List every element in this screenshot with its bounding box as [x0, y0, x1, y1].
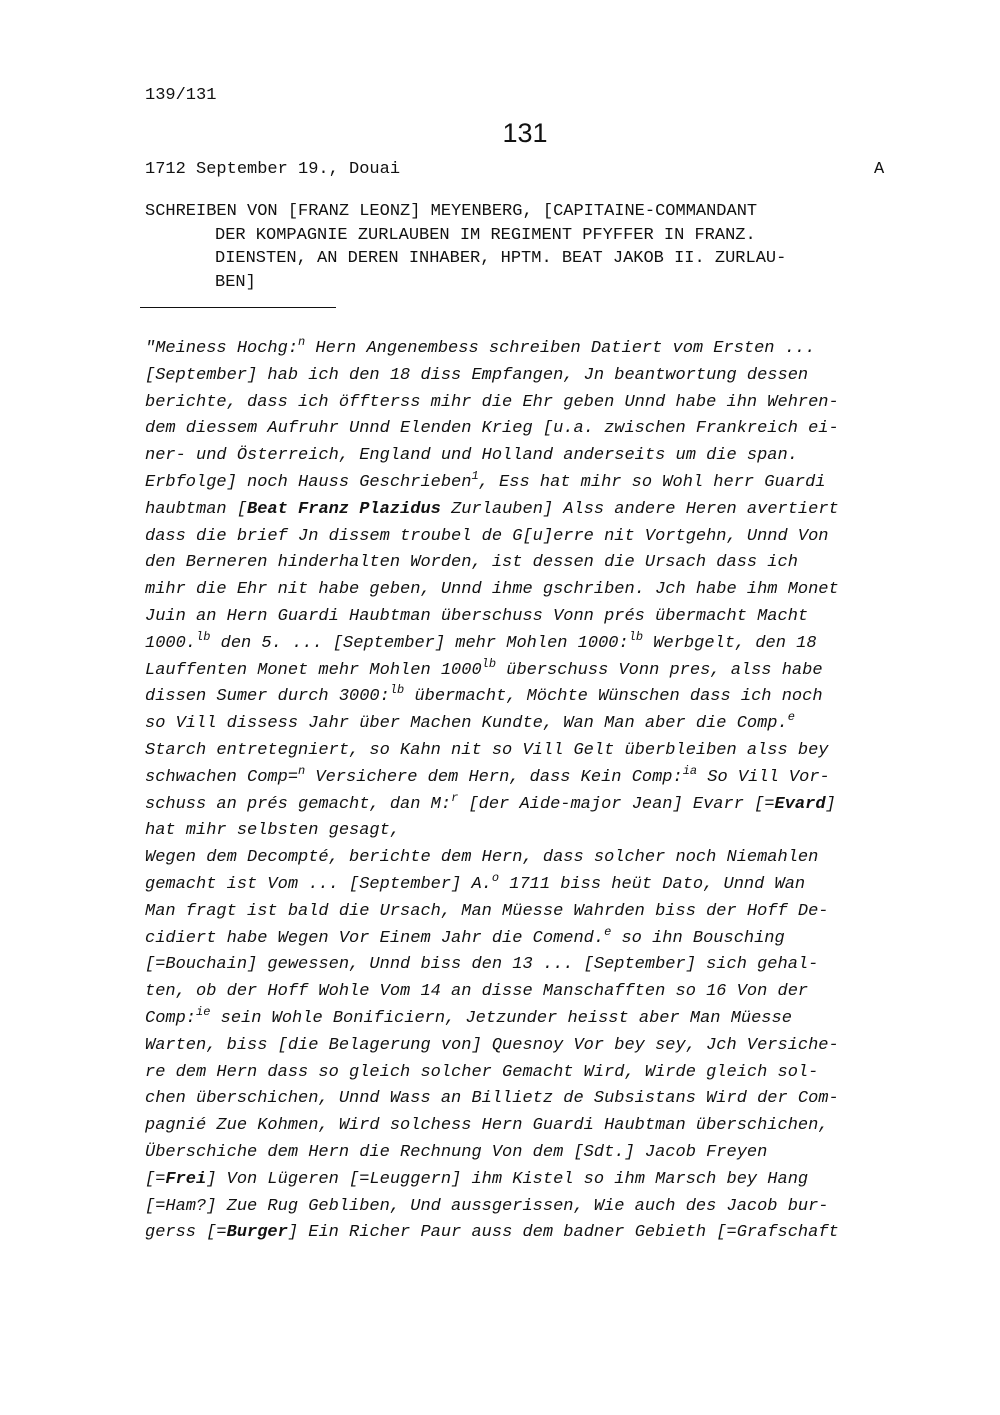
body-line	[145, 363, 915, 390]
document-number: 131	[502, 118, 548, 148]
text-run: chen überschichen, Unnd Wass an Billietz de Subsistans Wird der Com-	[145, 1089, 839, 1109]
superscript: o	[491, 870, 500, 885]
text-run: Zurlauben] Alss andere Heren avertiert	[440, 499, 839, 519]
superscript: lb	[389, 683, 405, 698]
heading-line: BEN]	[215, 272, 256, 292]
text-run: gemacht ist Vom ... [September] A.	[145, 874, 492, 894]
text-run: berichte, dass ich öffterss mihr die Ehr geben Unnd habe ihn Wehren-	[145, 392, 839, 412]
body-line	[145, 818, 915, 845]
bold-name: Frei	[165, 1169, 207, 1189]
body-line	[145, 1006, 915, 1033]
text-run: ner- und Österreich, England und Holland anderseits um die span.	[145, 446, 798, 466]
text-run: Lauffenten Monet mehr Mohlen 1000	[145, 660, 482, 680]
body-line	[145, 631, 915, 658]
bold-name: Beat Franz Plazidus	[247, 499, 441, 519]
body-line	[145, 443, 915, 470]
text-run: Werbgelt, den 18	[643, 633, 817, 653]
body-line	[145, 1113, 915, 1140]
text-run: Überschiche dem Hern die Rechnung Von dem [Sdt.] Jacob Freyen	[145, 1142, 768, 1162]
text-run: so ihn Bousching	[611, 928, 785, 948]
superscript: e	[787, 710, 795, 725]
text-run: Man fragt ist bald die Ursach, Man Müesse Wahrden biss der Hoff De-	[145, 901, 829, 921]
superscript: n	[298, 763, 306, 778]
text-run: haubtman [	[145, 499, 248, 519]
text-run: schwachen Comp=	[145, 767, 299, 787]
text-run: schuss an prés gemacht, dan M:	[145, 794, 452, 814]
body-line	[145, 658, 915, 685]
text-run: dass die brief Jn dissem troubel de G[u]erre nit Vortgehn, Unnd Von	[145, 526, 829, 546]
text-run: sein Wohle Bonificiern, Jetzunder heisst aber Man Müesse	[210, 1008, 792, 1028]
body-line	[145, 497, 915, 524]
heading-line: DER KOMPAGNIE ZURLAUBEN IM REGIMENT PFYFFER IN FRANZ.	[215, 225, 756, 245]
body-line	[145, 416, 915, 443]
superscript: lb	[628, 629, 644, 644]
body-line	[145, 1194, 915, 1221]
text-run: mihr die Ehr nit habe geben, Unnd ihme gschriben. Jch habe ihm Monet	[145, 580, 839, 600]
superscript: ie	[196, 1004, 211, 1019]
category-letter: A	[874, 160, 885, 179]
text-run: [=	[145, 1169, 166, 1189]
document-heading	[145, 200, 905, 294]
text-run: gerss [=	[145, 1223, 227, 1243]
body-line	[145, 765, 915, 792]
superscript: r	[451, 790, 459, 805]
body-line	[145, 1140, 915, 1167]
text-run: so Vill dissess Jahr über Machen Kundte, Wan Man aber die Comp.	[145, 714, 788, 734]
text-run: Erbfolge] noch Hauss Geschrieben	[145, 472, 472, 492]
text-run: "Meiness Hochg:	[145, 339, 299, 358]
heading-line: SCHREIBEN VON [FRANZ LEONZ] MEYENBERG, [CAPITAINE-COMMANDANT	[145, 202, 758, 221]
text-run: 1000.	[145, 633, 197, 653]
text-run: Versichere dem Hern, dass Kein Comp:	[305, 767, 683, 787]
body-line	[145, 1086, 915, 1113]
body-line	[145, 1060, 915, 1087]
body-line	[145, 899, 915, 926]
text-run: übermacht, Möchte Wünschen dass ich noch	[404, 687, 823, 707]
text-run: ] Ein Richer Paur auss dem badner Gebieth [=Grafschaft	[287, 1223, 839, 1243]
body-line	[145, 926, 915, 953]
text-run: pagnié Zue Kohmen, Wird solchess Hern Guardi Haubtman überschichen,	[145, 1116, 829, 1136]
text-run: , Ess hat mihr so Wohl herr Guardi	[478, 472, 826, 492]
body-line	[145, 550, 915, 577]
body-line	[145, 336, 915, 363]
text-run: hat mihr selbsten gesagt,	[145, 821, 401, 841]
text-run: [=Ham?] Zue Rug Gebliben, Und aussgerissen, Wie auch des Jacob bur-	[145, 1196, 829, 1216]
superscript: 1	[471, 468, 479, 483]
body-line	[145, 872, 915, 899]
body-line	[145, 1220, 915, 1247]
body-line	[145, 979, 915, 1006]
text-run: ten, ob der Hoff Wohle Vom 14 an disse Manschafften so 16 Von der	[145, 982, 809, 1002]
page-reference: 139/131	[145, 86, 217, 105]
body-line	[145, 390, 915, 417]
text-run: Wegen dem Decompté, berichte dem Hern, dass solcher noch Niemahlen	[145, 848, 819, 868]
body-line	[145, 524, 915, 551]
body-line	[145, 684, 915, 711]
text-run: dissen Sumer durch 3000:	[145, 687, 390, 707]
body-line	[145, 952, 915, 979]
text-run: überschuss Vonn pres, alss habe	[496, 660, 823, 680]
heading-line: DIENSTEN, AN DEREN INHABER, HPTM. BEAT JAKOB II. ZURLAU-	[215, 249, 787, 268]
text-run: den Berneren hinderhalten Worden, ist dessen die Ursach dass ich	[145, 553, 798, 573]
bold-name: Evard	[774, 794, 826, 814]
text-run: ]	[825, 794, 836, 814]
body-line	[145, 577, 915, 604]
text-run: Warten, biss [die Belagerung von] Quesnoy Vor bey sey, Jch Versiche-	[145, 1035, 839, 1055]
body-line	[145, 711, 915, 738]
text-run: cidiert habe Wegen Vor Einem Jahr die Comend.	[145, 928, 605, 948]
text-run: den 5. ... [September] mehr Mohlen 1000:	[210, 633, 629, 653]
superscript: lb	[481, 656, 497, 671]
bold-name: Burger	[226, 1223, 288, 1243]
body-line	[145, 792, 915, 819]
body-line	[145, 1167, 915, 1194]
body-line	[145, 604, 915, 631]
superscript: e	[604, 924, 612, 939]
text-run: [=Bouchain] gewessen, Unnd biss den 13 ... [September] sich gehal-	[145, 955, 819, 975]
text-run: Hern Angenembess schreiben Datiert vom Ersten ...	[305, 339, 816, 358]
body-line	[145, 738, 915, 765]
body-line	[145, 845, 915, 872]
superscript: n	[298, 335, 306, 349]
heading-divider	[140, 307, 336, 308]
text-run: ] Von Lügeren [=Leuggern] ihm Kistel so ihm Marsch bey Hang	[206, 1169, 809, 1189]
body-line	[145, 1033, 915, 1060]
text-run: Comp:	[145, 1008, 197, 1028]
text-run: Starch entretegniert, so Kahn nit so Vill Gelt überbleiben alss bey	[145, 740, 829, 760]
text-run: [September] hab ich den 18 diss Empfangen, Jn beantwortung dessen	[145, 365, 809, 385]
text-run: Juin an Hern Guardi Haubtman überschuss Vonn prés übermacht Macht	[145, 606, 809, 626]
text-run: So Vill Vor-	[697, 767, 830, 787]
superscript: ia	[682, 763, 698, 778]
text-run: [der Aide-major Jean] Evarr [=	[458, 794, 775, 814]
letter-body	[145, 336, 915, 1247]
text-run: re dem Hern dass so gleich solcher Gemacht Wird, Wirde gleich sol-	[145, 1062, 819, 1082]
body-line	[145, 470, 915, 497]
text-run: 1711 biss heüt Dato, Unnd Wan	[499, 874, 806, 894]
superscript: lb	[196, 629, 211, 644]
text-run: dem diessem Aufruhr Unnd Elenden Krieg [u.a. zwischen Frankreich ei-	[145, 419, 839, 439]
date-place-line: 1712 September 19., Douai	[145, 160, 401, 179]
